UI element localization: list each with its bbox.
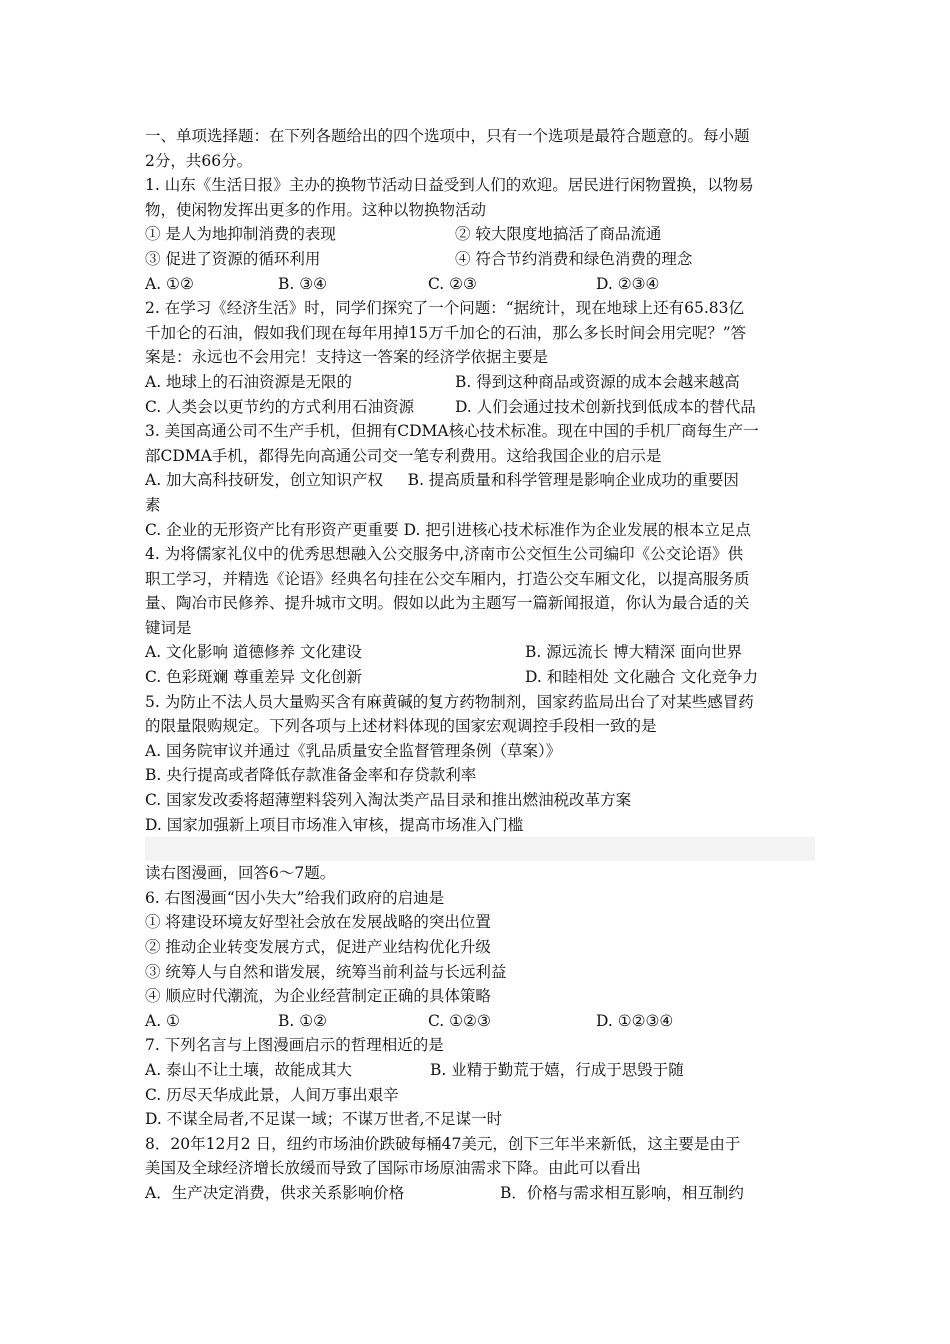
- q6-answer: D. ①②③④: [596, 1011, 674, 1030]
- q7-option: D. 不谋全局者,不足谋一域；不谋万世者,不足谋一时: [145, 1110, 503, 1129]
- q2-stem: 2. 在学习《经济生活》时，同学们探究了一个问题：“据统计，现在地球上还有65.83亿: [145, 299, 745, 318]
- q2-option: D. 人们会通过技术创新找到低成本的替代品: [455, 397, 756, 416]
- section-gap: [145, 837, 815, 861]
- q2-stem: 案是：永远也不会用完！支持这一答案的经济学依据主要是: [145, 348, 549, 367]
- q6-stem: 6. 右图漫画“因小失大”给我们政府的启迪是: [145, 888, 445, 907]
- q7-option: C. 历尽天华成此景，人间万事出艰辛: [145, 1085, 399, 1104]
- q7-option: B. 业精于勤荒于嬉，行成于思毁于随: [430, 1060, 684, 1079]
- q2-stem: 千加仑的石油，假如我们现在每年用掉15万千加仑的石油，那么多长时间会用完呢？”答: [145, 323, 747, 342]
- q1-options-row: [145, 222, 815, 247]
- q1-option: ③ 促进了资源的循环利用: [145, 249, 321, 268]
- q7-option: A. 泰山不让土壤，故能成其大: [145, 1060, 353, 1079]
- q1-options-row: [145, 247, 815, 272]
- q4-stem: 键词是: [145, 618, 192, 637]
- intro-6-7: 读右图漫画，回答6～7题。: [145, 864, 336, 883]
- q3-stem: 3. 美国高通公司不生产手机，但拥有CDMA核心技术标准。现在中国的手机厂商每生产一: [145, 422, 759, 441]
- q1-stem: 物，使闲物发挥出更多的作用。这种以物换物活动: [145, 200, 487, 219]
- q8-option: A．生产决定消费，供求关系影响价格: [145, 1183, 405, 1202]
- q1-option: ④ 符合节约消费和绿色消费的理念: [455, 249, 693, 268]
- q3-stem: 部CDMA手机，都得先向高通公司交一笔专利费用。这给我国企业的启示是: [145, 446, 662, 465]
- q6-option: ④ 顺应时代潮流，为企业经营制定正确的具体策略: [145, 987, 491, 1006]
- q1-stem: 1. 山东《生活日报》主办的换物节活动日益受到人们的欢迎。居民进行闲物置换，以物易: [145, 176, 754, 195]
- q1-answer: C. ②③: [428, 274, 477, 293]
- q1-answer: D. ②③④: [596, 274, 660, 293]
- q4-stem: 4. 为将儒家礼仪中的优秀思想融入公交服务中,济南市公交恒生公司编印《公交论语》供: [145, 545, 744, 564]
- q7-options-row: [145, 1058, 815, 1083]
- q1-answer: A. ①②: [145, 274, 194, 293]
- q3-options-ab-cont: 素: [145, 495, 161, 514]
- q3-options-cd: C. 企业的无形资产比有形资产更重要 D. 把引进核心技术标准作为企业发展的根本立足点: [145, 520, 751, 539]
- q2-option: C. 人类会以更节约的方式利用石油资源: [145, 397, 415, 416]
- q4-options-row: [145, 665, 815, 690]
- q4-option: D. 和睦相处 文化融合 文化竞争力: [525, 668, 759, 687]
- q4-option: A. 文化影响 道德修养 文化建设: [145, 643, 362, 662]
- q1-answer: B. ③④: [278, 274, 328, 293]
- q5-stem: 5. 为防止不法人员大量购买含有麻黄碱的复方药物制剂，国家药监局出台了对某些感冒药: [145, 692, 754, 711]
- section-heading-line: 一、单项选择题：在下列各题给出的四个选项中，只有一个选项是最符合题意的。每小题: [145, 127, 750, 145]
- q1-answers-row: [145, 272, 815, 297]
- q1-option: ② 较大限度地搞活了商品流通: [455, 225, 662, 244]
- q8-options-row: [145, 1181, 815, 1206]
- q8-stem: 8．20年12月2 日，纽约市场油价跌破每桶47美元，创下三年半来新低，这主要是由于: [145, 1134, 741, 1153]
- q8-option: B．价格与需求相互影响，相互制约: [500, 1183, 744, 1202]
- section-heading-line: 2分，共66分。: [145, 151, 253, 170]
- q6-answer: B. ①②: [278, 1011, 328, 1030]
- q6-answers-row: [145, 1009, 815, 1034]
- q6-answer: A. ①: [145, 1011, 180, 1030]
- q2-options-row: [145, 395, 815, 420]
- q4-option: C. 色彩斑斓 尊重差异 文化创新: [145, 668, 363, 687]
- q6-option: ② 推动企业转变发展方式，促进产业结构优化升级: [145, 938, 491, 956]
- q4-options-row: [145, 640, 815, 665]
- q8-stem: 美国及全球经济增长放缓而导致了国际市场原油需求下降。由此可以看出: [145, 1159, 642, 1178]
- q4-stem: 职工学习，并精选《论语》经典名句挂在公交车厢内，打造公交车厢文化，以提高服务质: [145, 569, 750, 588]
- q5-option: A. 国务院审议并通过《乳品质量安全监督管理条例（草案）》: [145, 741, 562, 760]
- q1-option: ① 是人为地抑制消费的表现: [145, 225, 336, 244]
- q7-stem: 7. 下列名言与上图漫画启示的哲理相近的是: [145, 1036, 444, 1055]
- q2-option: B. 得到这种商品或资源的成本会越来越高: [455, 372, 740, 391]
- q4-stem: 量、陶冶市民修养、提升城市文明。假如以此为主题写一篇新闻报道，你认为最合适的关: [145, 594, 750, 613]
- q6-option: ① 将建设环境友好型社会放在发展战略的突出位置: [145, 913, 491, 932]
- q5-option: B. 央行提高或者降低存款准备金率和存贷款利率: [145, 766, 477, 785]
- q4-option: B. 源远流长 博大精深 面向世界: [525, 643, 743, 662]
- q5-stem: 的限量限购规定。下列各项与上述材料体现的国家宏观调控手段相一致的是: [145, 717, 657, 736]
- exam-content: [145, 124, 815, 1206]
- q3-options-ab: A. 加大高科技研发，创立知识产权 B. 提高质量和科学管理是影响企业成功的重要因: [145, 471, 739, 490]
- q2-option: A. 地球上的石油资源是无限的: [145, 372, 353, 391]
- q5-option: C. 国家发改委将超薄塑料袋列入淘汰类产品目录和推出燃油税改革方案: [145, 791, 632, 810]
- q5-option: D. 国家加强新上项目市场准入审核，提高市场准入门槛: [145, 815, 524, 834]
- q6-option: ③ 统筹人与自然和谐发展，统筹当前利益与长远利益: [145, 962, 507, 981]
- q6-answer: C. ①②③: [428, 1011, 491, 1030]
- q2-options-row: [145, 370, 815, 395]
